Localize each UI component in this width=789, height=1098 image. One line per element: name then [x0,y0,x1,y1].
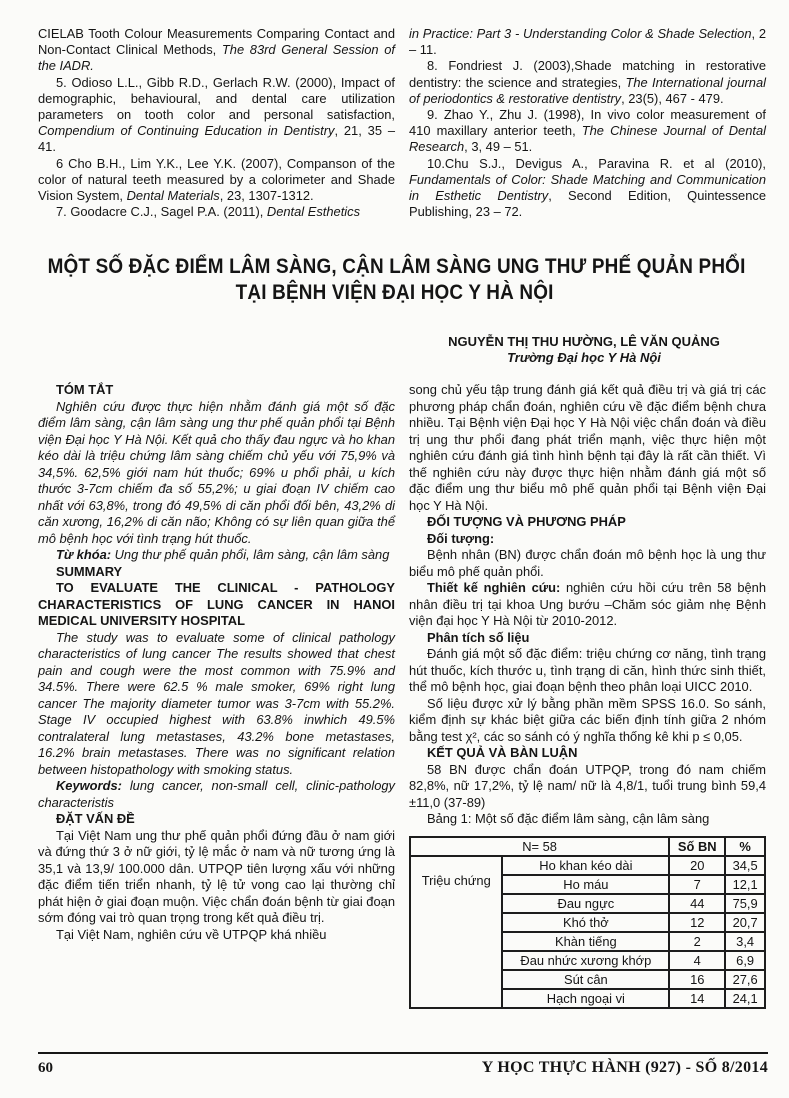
analysis-paragraph-1: Đánh giá một số đặc điểm: triệu chứng cơ năng, tình trạng hút thuốc, kích thước u, tình trạng di căn, hình thức sinh thiết, thể mô bệnh học, giai đoạn bệnh theo phân loại UICC 2010. [409,646,766,694]
page-footer [38,1052,768,1077]
table-bang-1 [409,836,766,1009]
reference-4-continued: CIELAB Tooth Colour Measurements Comparing Contact and Non-Contact Clinical Methods, The 83rd General Session of the IADR. [38,26,396,74]
table-cell-count: 4 [669,951,725,970]
heading-dat-van-de: ĐẶT VẤN ĐỀ [56,811,135,826]
article-title-line-2 [0,279,789,305]
body-right-column [409,382,766,1009]
page-number: 60 [38,1060,53,1076]
table-body [410,856,765,1008]
heading-ket-qua-va-ban-luan: KẾT QUẢ VÀ BÀN LUẬN [427,745,578,760]
abstract-english: The study was to evaluate some of clinical pathology characteristics of lung cancer The results showed that chest pain and cough were the most common with 75.9% and 34.5%. There were 62.5 % male smoker, 69% right lung cancer The majority diameter tumor was 3-7cm with 55.2%. Stage IV occupied highest with 63.8% inwhich 49.5% contralateral lung metastases, 43.2% bone metastases, 16.2% brain metastases. There was no significant relation between histopathology with smoking status. [38,629,395,777]
table-cell-count: 16 [669,970,725,989]
table-cell-percent: 24,1 [725,989,765,1008]
affiliation: Trường Đại học Y Hà Nội [507,350,661,365]
article-title-text-2: TẠI BỆNH VIỆN ĐẠI HỌC Y HÀ NỘI [235,280,554,304]
table-header [410,837,765,856]
table-row [410,856,765,875]
intro-paragraph-2-continued: song chủ yếu tập trung đánh giá kết quả điều trị và giá trị các phương pháp chẩn đoán, nghiên cứu về đặc điểm bệnh chưa nhiều. Tại Bệnh viện Đại học Y Hà Nội việc chẩn đoán và điều trị ung thư phổi đang phát triển mạnh, việc thực hiện một nghiên cứu đánh giá tình hình bệnh tại đây là rất cần thiết. Vì thế nghiên cứu này được thực hiện nhằm đánh giá một số đặc điểm ung thư biểu mô phế quản phổi tại Bệnh viện Đại học Y Hà Nội. [409,382,766,513]
reference-6: 6 Cho B.H., Lim Y.K., Lee Y.K. (2007), Companson of the color of natural teeth measured by a colorimeter and Shade Vision System, Dental Materials, 23, 1307-1312. [38,155,395,204]
article-body [38,382,766,1009]
table-header-n: N= 58 [410,837,669,856]
table-cell-percent: 27,6 [725,970,765,989]
abstract-vietnamese: Nghiên cứu được thực hiện nhằm đánh giá một số đặc điểm lâm sàng, cận lâm sàng ung thư phế quản phổi tại Bệnh viện Đại học Y Hà Nội. Kết quả cho thấy đau ngực và ho khan kéo dài là triệu chứng lâm sàng chiếm chủ yếu với 75,9% và 34,5%. 62,5% giới nam hút thuốc; 69% u phổi phải, u kích thước 3-7cm chiếm đa số 55,2%; u giai đoạn IV chiếm cao nhất với 63,8%, trong đó 49,5% di căn phổi đối bên, 43,2% di căn xương, 16,2% di căn não; Không có sự liên quan giữa thể mô bệnh học với tình trạng hút thuốc. [38,398,395,546]
table-cell-percent: 75,9 [725,894,765,913]
article-title-line-1 [0,253,789,279]
body-right-paragraphs [409,382,766,828]
heading-doi-tuong: Đối tượng: [427,530,495,546]
table-cell-count: 20 [669,856,725,875]
table-cell-percent: 34,5 [725,856,765,875]
keywords-english: Keywords: lung cancer, non-small cell, clinic-pathology characteristis [38,778,395,810]
heading-tom-tat: TÓM TẮT [56,382,114,397]
references-left-column [38,26,395,220]
table-cell-symptom: Khó thở [502,913,669,932]
table-cell-percent: 6,9 [725,951,765,970]
article-title-text-1: MỘT SỐ ĐẶC ĐIỂM LÂM SÀNG, CẬN LÂM SÀNG UNG THƯ PHẾ QUẢN PHỔI [47,254,746,278]
table-cell-count: 7 [669,875,725,894]
intro-paragraph-2: Tại Việt Nam, nghiên cứu về UTPQP khá nhiều [56,926,327,942]
table-cell-count: 14 [669,989,725,1008]
article-title [0,253,789,305]
references-right-column [409,26,766,220]
study-design-paragraph: Thiết kế nghiên cứu: nghiên cứu hồi cứu trên 58 bệnh nhân điều trị tại khoa Ung bướu –Chăm sóc giảm nhẹ Bệnh viện đại học Y Hà Nội từ 2010-2012. [409,580,767,628]
table-cell-symptom: Đau nhức xương khớp [502,951,669,970]
row-group-label: Triệu chứng [410,856,502,1008]
analysis-paragraph-2: Số liệu được xử lý bằng phần mềm SPSS 16.0. So sánh, kiểm định sự khác biệt giữa các biến định tính giữa 2 nhóm bằng test χ², các so sánh có ý nghĩa thống kê khi p ≤ 0,05. [409,695,766,744]
table-cell-symptom: Ho khan kéo dài [502,856,669,875]
table-cell-symptom: Hạch ngoại vi [502,989,669,1008]
table-cell-count: 2 [669,932,725,951]
heading-doi-tuong-va-phuong-phap: ĐỐI TƯỢNG VÀ PHƯƠNG PHÁP [427,514,626,529]
body-left-column [38,382,395,1009]
table-header-row [410,837,765,856]
reference-10: 10.Chu S.J., Devigus A., Paravina R. et al (2010), Fundamentals of Color: Shade Matching and Communication in Esthetic Dentistry, Second Edition, Quintessence Publishing, 23 – 72. [409,155,766,220]
table-cell-symptom: Khàn tiếng [502,932,669,951]
keywords-vietnamese: Từ khóa: Ung thư phế quản phổi, lâm sàng, cận lâm sàng [56,547,390,562]
reference-7: 7. Goodacre C.J., Sagel P.A. (2011), Dental Esthetics [56,204,361,220]
table-header-so-bn: Số BN [669,837,725,856]
reference-5: 5. Odioso L.L., Gibb R.D., Gerlach R.W. (2000), Impact of demographic, behavioural, and dental care utilization parameters on tooth color and personal satisfaction, Compendium of Continuing Education in Dentistry, 21, 35 – 41. [38,74,395,155]
english-title: TO EVALUATE THE CLINICAL - PATHOLOGY CHARACTERISTICS OF LUNG CANCER IN HANOI MEDICAL UNIVERSITY HOSPITAL [38,580,395,628]
journal-name: Y HỌC THỰC HÀNH (927) - SỐ 8/2014 [481,1059,768,1076]
table-caption: Bảng 1: Một số đặc điểm lâm sàng, cận lâm sàng [427,811,710,826]
reference-7-continued: in Practice: Part 3 - Understanding Color & Shade Selection, 2 – 11. [409,26,766,58]
table-cell-percent: 3,4 [725,932,765,951]
intro-paragraph-1: Tại Việt Nam ung thư phế quản phổi đứng đầu ở nam giới và đứng thứ 3 ở nữ giới, tỷ lệ mắc ở nam và nữ tương ứng là 35,1 và 13,9/ 100.000 dân. UTPQP tiên lượng xấu với những đặc điểm tiến triển nhanh, tỷ lệ tử vong cao lại thường chỉ phát hiện ở giai đoạn muộn. Việc chẩn đoán bệnh từ giai đoạn sớm đóng vai trò quan trọng trong kết quả điều trị. [38,827,395,925]
table-cell-symptom: Đau ngực [502,894,669,913]
reference-9: 9. Zhao Y., Zhu J. (1998), In vivo color measurement of 410 maxillary anterior teeth, The Chinese Journal of Dental Research, 3, 49 – 51. [409,107,766,155]
authors-block [400,334,768,366]
table-cell-symptom: Sút cân [502,970,669,989]
subjects-paragraph: Bệnh nhân (BN) được chẩn đoán mô bệnh học là ung thư biểu mô phế quản phổi. [409,547,766,579]
table-cell-count: 12 [669,913,725,932]
authors: NGUYỄN THỊ THU HƯỜNG, LÊ VĂN QUẢNG [448,334,720,349]
results-paragraph: 58 BN được chẩn đoán UTPQP, trong đó nam chiếm 82,8%, nữ 17,2%, tỷ lệ nam/ nữ là 4,8/1, tuổi trung bình 59,4 ±11,0 (37-89) [409,761,766,810]
heading-phan-tich-so-lieu: Phân tích số liệu [427,629,530,645]
table-cell-percent: 12,1 [725,875,765,894]
table-cell-count: 44 [669,894,725,913]
references-section [38,26,766,220]
reference-8: 8. Fondriest J. (2003),Shade matching in restorative dentistry: the science and strategies, The International journal of periodontics & restorative dentistry, 23(5), 467 - 479. [409,58,766,106]
table-header-percent: % [725,837,765,856]
table-cell-percent: 20,7 [725,913,765,932]
heading-summary: SUMMARY [56,563,123,579]
table-cell-symptom: Ho máu [502,875,669,894]
